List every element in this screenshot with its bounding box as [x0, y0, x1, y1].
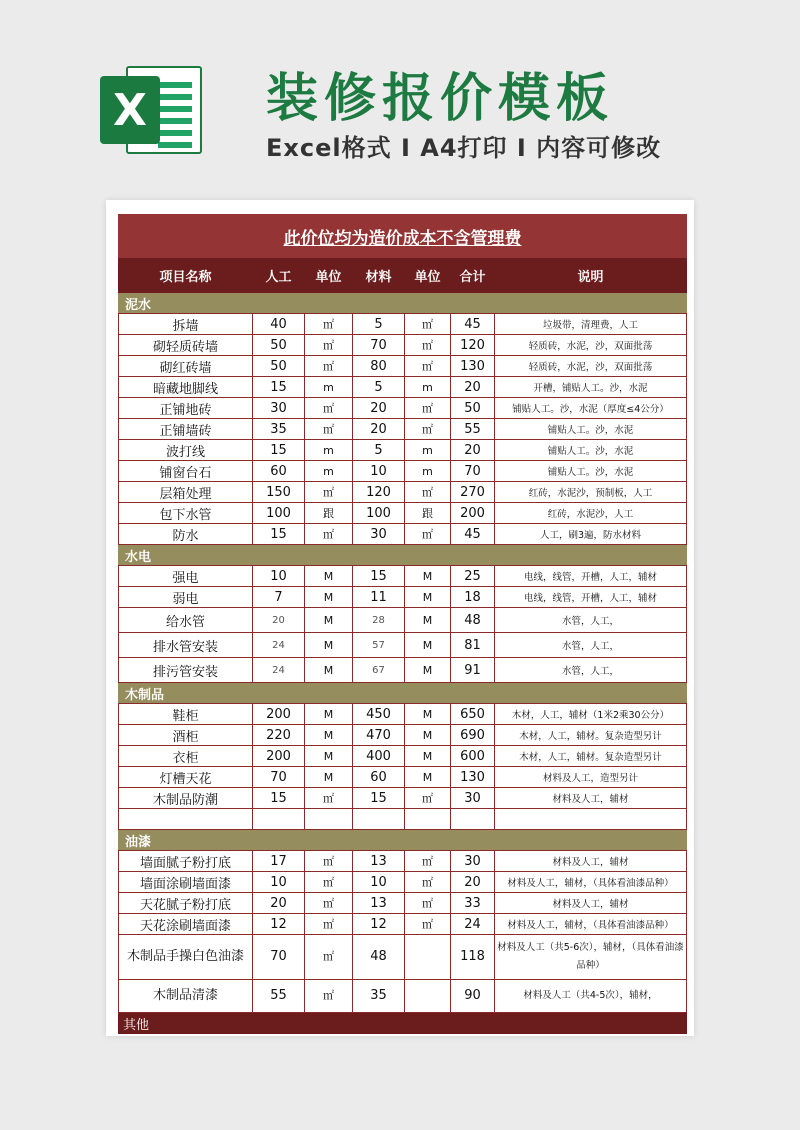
cell-total[interactable]: 30: [451, 851, 495, 872]
cell-name[interactable]: 给水管: [119, 608, 253, 633]
template-header: [0, 0, 800, 200]
table-row: [119, 524, 687, 545]
cell-labor[interactable]: 220: [253, 725, 305, 746]
cell-desc[interactable]: [495, 809, 687, 830]
cell-unit2[interactable]: M: [405, 767, 451, 788]
cell-labor[interactable]: 70: [253, 767, 305, 788]
cell-material[interactable]: 30: [353, 524, 405, 545]
cell-unit1[interactable]: m: [305, 377, 353, 398]
cell-total[interactable]: 20: [451, 440, 495, 461]
cell-material[interactable]: 12: [353, 914, 405, 935]
cell-total[interactable]: 130: [451, 767, 495, 788]
cell-name[interactable]: 砌红砖墙: [119, 356, 253, 377]
cell-name[interactable]: 天花腻子粉打底: [119, 893, 253, 914]
cell-unit1[interactable]: m: [305, 461, 353, 482]
cell-unit2[interactable]: 跟: [405, 503, 451, 524]
cell-desc[interactable]: 木材，人工，辅材（1米2乘30公分）: [495, 704, 687, 725]
table-row: [119, 566, 687, 587]
table-row: [119, 788, 687, 809]
column-headers: [119, 258, 687, 293]
cell-name[interactable]: 木制品手操白色油漆: [119, 935, 253, 980]
cell-unit1[interactable]: ㎡: [305, 935, 353, 980]
cell-total[interactable]: 90: [451, 980, 495, 1013]
cell-material[interactable]: 70: [353, 335, 405, 356]
cell-desc[interactable]: 开槽，铺贴人工。沙，水泥: [495, 377, 687, 398]
cell-desc[interactable]: 木材，人工，辅材。复杂造型另计: [495, 746, 687, 767]
cell-name[interactable]: 排污管安装: [119, 658, 253, 683]
cell-unit2[interactable]: ㎡: [405, 851, 451, 872]
cell-desc[interactable]: 电线，线管，开槽，人工，辅材: [495, 566, 687, 587]
cell-desc[interactable]: 材料及人工，辅材: [495, 893, 687, 914]
table-row: [119, 633, 687, 658]
cell-name[interactable]: 强电: [119, 566, 253, 587]
cell-material[interactable]: [353, 809, 405, 830]
cell-unit2[interactable]: m: [405, 377, 451, 398]
cell-total[interactable]: 18: [451, 587, 495, 608]
cell-total[interactable]: 48: [451, 608, 495, 633]
cell-unit2[interactable]: ㎡: [405, 314, 451, 335]
cell-unit1[interactable]: M: [305, 746, 353, 767]
cell-unit2[interactable]: ㎡: [405, 893, 451, 914]
cell-labor[interactable]: 10: [253, 872, 305, 893]
cell-total[interactable]: 81: [451, 633, 495, 658]
cell-material[interactable]: 28: [353, 608, 405, 633]
cell-desc[interactable]: 铺贴人工。沙，水泥: [495, 461, 687, 482]
cell-unit2[interactable]: ㎡: [405, 788, 451, 809]
col-header: 说明: [495, 258, 687, 293]
cell-unit2[interactable]: [405, 935, 451, 980]
cell-desc[interactable]: 铺贴人工。沙，水泥（厚度≤4公分）: [495, 398, 687, 419]
table-row: [119, 851, 687, 872]
cell-labor[interactable]: 17: [253, 851, 305, 872]
cell-total[interactable]: 690: [451, 725, 495, 746]
cell-name[interactable]: 正铺地砖: [119, 398, 253, 419]
cell-labor[interactable]: 20: [253, 893, 305, 914]
cell-desc[interactable]: 轻质砖，水泥，沙，双面批荡: [495, 335, 687, 356]
cell-name[interactable]: 波打线: [119, 440, 253, 461]
excel-logo-letter: X: [100, 76, 160, 144]
cell-unit1[interactable]: 跟: [305, 503, 353, 524]
cell-material[interactable]: 120: [353, 482, 405, 503]
cell-unit2[interactable]: M: [405, 633, 451, 658]
cell-material[interactable]: 60: [353, 767, 405, 788]
cell-unit2[interactable]: M: [405, 608, 451, 633]
cell-labor[interactable]: 200: [253, 704, 305, 725]
table-row: [119, 704, 687, 725]
cell-total[interactable]: [451, 809, 495, 830]
cell-unit1[interactable]: ㎡: [305, 872, 353, 893]
cell-name[interactable]: 暗藏地脚线: [119, 377, 253, 398]
cell-labor[interactable]: [253, 809, 305, 830]
cell-unit1[interactable]: M: [305, 704, 353, 725]
cell-name[interactable]: 木制品防潮: [119, 788, 253, 809]
table-row: [119, 335, 687, 356]
cell-labor[interactable]: 30: [253, 398, 305, 419]
cell-unit2[interactable]: M: [405, 725, 451, 746]
table-row: [119, 356, 687, 377]
cell-total[interactable]: 50: [451, 398, 495, 419]
cell-desc[interactable]: 水管，人工，: [495, 633, 687, 658]
cell-desc[interactable]: 水管，人工，: [495, 608, 687, 633]
cell-unit1[interactable]: M: [305, 633, 353, 658]
cell-total[interactable]: 120: [451, 335, 495, 356]
cell-labor[interactable]: 150: [253, 482, 305, 503]
cell-unit2[interactable]: M: [405, 704, 451, 725]
cell-total[interactable]: 118: [451, 935, 495, 980]
cell-name[interactable]: 排水管安装: [119, 633, 253, 658]
cell-total[interactable]: 650: [451, 704, 495, 725]
table-row: [119, 608, 687, 633]
cell-material[interactable]: 57: [353, 633, 405, 658]
cell-name[interactable]: 墙面涂刷墙面漆: [119, 872, 253, 893]
cell-name[interactable]: 正铺墙砖: [119, 419, 253, 440]
cell-labor[interactable]: 20: [253, 608, 305, 633]
section-header: 水电: [119, 545, 687, 566]
cell-name[interactable]: 包下水管: [119, 503, 253, 524]
col-header: 项目名称: [119, 258, 253, 293]
cell-labor[interactable]: 24: [253, 658, 305, 683]
cell-labor[interactable]: 70: [253, 935, 305, 980]
table-row: [119, 725, 687, 746]
cell-total[interactable]: 45: [451, 314, 495, 335]
cell-labor[interactable]: 60: [253, 461, 305, 482]
cell-material[interactable]: 20: [353, 419, 405, 440]
cell-total[interactable]: 20: [451, 872, 495, 893]
cell-material[interactable]: 5: [353, 314, 405, 335]
table-row: [119, 587, 687, 608]
cell-name[interactable]: 砌轻质砖墙: [119, 335, 253, 356]
cell-labor[interactable]: 15: [253, 524, 305, 545]
cell-desc[interactable]: 人工，刷3遍，防水材料: [495, 524, 687, 545]
cell-unit1[interactable]: M: [305, 658, 353, 683]
cell-material[interactable]: 80: [353, 356, 405, 377]
cell-unit2[interactable]: ㎡: [405, 872, 451, 893]
cell-material[interactable]: 13: [353, 893, 405, 914]
table-row: [119, 503, 687, 524]
cell-labor[interactable]: 12: [253, 914, 305, 935]
cell-labor[interactable]: 35: [253, 419, 305, 440]
cell-total[interactable]: 130: [451, 356, 495, 377]
table-row: [119, 440, 687, 461]
cell-unit1[interactable]: ㎡: [305, 356, 353, 377]
cell-unit1[interactable]: ㎡: [305, 314, 353, 335]
cell-desc[interactable]: 铺贴人工。沙，水泥: [495, 440, 687, 461]
cell-desc[interactable]: 红砖，水泥沙，人工: [495, 503, 687, 524]
cell-name[interactable]: 天花涂刷墙面漆: [119, 914, 253, 935]
cell-name[interactable]: 酒柜: [119, 725, 253, 746]
cell-material[interactable]: 15: [353, 788, 405, 809]
cell-labor[interactable]: 55: [253, 980, 305, 1013]
table-row: [119, 314, 687, 335]
cell-unit2[interactable]: M: [405, 587, 451, 608]
table-row: [119, 767, 687, 788]
cell-material[interactable]: 470: [353, 725, 405, 746]
page-subtitle: Excel格式 I A4打印 I 内容可修改: [266, 134, 662, 162]
cell-unit1[interactable]: ㎡: [305, 851, 353, 872]
cell-name[interactable]: 铺窗台石: [119, 461, 253, 482]
cell-total[interactable]: 91: [451, 658, 495, 683]
excel-logo-icon: [100, 62, 204, 158]
cell-unit2[interactable]: ㎡: [405, 398, 451, 419]
cell-unit1[interactable]: M: [305, 608, 353, 633]
cell-unit2[interactable]: [405, 980, 451, 1013]
cell-unit1[interactable]: ㎡: [305, 419, 353, 440]
table-row: [119, 482, 687, 503]
table-row: [119, 398, 687, 419]
cell-desc[interactable]: 水管，人工，: [495, 658, 687, 683]
cell-material[interactable]: 10: [353, 872, 405, 893]
table-row: [119, 914, 687, 935]
table-row: [119, 872, 687, 893]
cell-total[interactable]: 33: [451, 893, 495, 914]
cell-name[interactable]: 灯槽天花: [119, 767, 253, 788]
cell-desc[interactable]: 红砖，水泥沙，预制板，人工: [495, 482, 687, 503]
col-header: 人工: [253, 258, 305, 293]
cell-labor[interactable]: 15: [253, 377, 305, 398]
cell-unit1[interactable]: [305, 809, 353, 830]
cell-labor[interactable]: 15: [253, 788, 305, 809]
table-row: [119, 980, 687, 1013]
cell-unit2[interactable]: [405, 809, 451, 830]
cell-unit1[interactable]: M: [305, 767, 353, 788]
cell-labor[interactable]: 7: [253, 587, 305, 608]
cell-name[interactable]: [119, 809, 253, 830]
cell-unit2[interactable]: m: [405, 440, 451, 461]
cell-material[interactable]: 48: [353, 935, 405, 980]
cell-desc[interactable]: 材料及人工，造型另计: [495, 767, 687, 788]
cell-labor[interactable]: 100: [253, 503, 305, 524]
cell-material[interactable]: 5: [353, 440, 405, 461]
cell-desc[interactable]: 轻质砖，水泥，沙，双面批荡: [495, 356, 687, 377]
cell-name[interactable]: 墙面腻子粉打底: [119, 851, 253, 872]
table-row: [119, 419, 687, 440]
table-row: [119, 461, 687, 482]
cell-name[interactable]: 衣柜: [119, 746, 253, 767]
cell-labor[interactable]: 10: [253, 566, 305, 587]
section-header: 木制品: [119, 683, 687, 704]
table-row: [119, 809, 687, 830]
col-header: 单位: [305, 258, 353, 293]
cell-labor[interactable]: 50: [253, 335, 305, 356]
cell-name[interactable]: 防水: [119, 524, 253, 545]
cell-material[interactable]: 15: [353, 566, 405, 587]
cell-unit1[interactable]: ㎡: [305, 914, 353, 935]
cell-desc[interactable]: 材料及人工，辅材: [495, 851, 687, 872]
cell-total[interactable]: 270: [451, 482, 495, 503]
cell-unit1[interactable]: ㎡: [305, 335, 353, 356]
cell-unit2[interactable]: ㎡: [405, 335, 451, 356]
cell-material[interactable]: 20: [353, 398, 405, 419]
cell-unit2[interactable]: m: [405, 461, 451, 482]
cell-name[interactable]: 木制品清漆: [119, 980, 253, 1013]
cell-total[interactable]: 24: [451, 914, 495, 935]
cell-name[interactable]: 层箱处理: [119, 482, 253, 503]
cell-material[interactable]: 5: [353, 377, 405, 398]
cell-labor[interactable]: 50: [253, 356, 305, 377]
cell-total[interactable]: 30: [451, 788, 495, 809]
cell-material[interactable]: 13: [353, 851, 405, 872]
cell-unit2[interactable]: M: [405, 746, 451, 767]
col-header: 单位: [405, 258, 451, 293]
cell-desc[interactable]: 材料及人工，辅材: [495, 788, 687, 809]
col-header: 合计: [451, 258, 495, 293]
cell-name[interactable]: 拆墙: [119, 314, 253, 335]
cell-desc[interactable]: 木材，人工，辅材。复杂造型另计: [495, 725, 687, 746]
cell-desc[interactable]: 材料及人工（共5-6次），辅材，（具体看油漆品种）: [495, 935, 687, 980]
cell-material[interactable]: 11: [353, 587, 405, 608]
cell-unit2[interactable]: ㎡: [405, 482, 451, 503]
cell-unit1[interactable]: ㎡: [305, 788, 353, 809]
cell-total[interactable]: 20: [451, 377, 495, 398]
col-header: 材料: [353, 258, 405, 293]
cell-unit2[interactable]: ㎡: [405, 356, 451, 377]
cell-desc[interactable]: 材料及人工，辅材，（具体看油漆品种）: [495, 914, 687, 935]
cell-desc[interactable]: 铺贴人工。沙，水泥: [495, 419, 687, 440]
section-header: 油漆: [119, 830, 687, 851]
cell-total[interactable]: 55: [451, 419, 495, 440]
table-row: [119, 746, 687, 767]
table-row: [119, 935, 687, 980]
cell-material[interactable]: 67: [353, 658, 405, 683]
cell-total[interactable]: 45: [451, 524, 495, 545]
cell-material[interactable]: 10: [353, 461, 405, 482]
section-footer: 其他: [119, 1013, 687, 1034]
page-title: 装修报价模板: [266, 69, 615, 129]
cell-unit2[interactable]: ㎡: [405, 914, 451, 935]
cell-unit1[interactable]: ㎡: [305, 893, 353, 914]
cell-desc[interactable]: 材料及人工（共4-5次），辅材，: [495, 980, 687, 1013]
cell-labor[interactable]: 24: [253, 633, 305, 658]
cell-unit2[interactable]: M: [405, 566, 451, 587]
cell-unit1[interactable]: ㎡: [305, 398, 353, 419]
section-header: 泥水: [119, 293, 687, 314]
cell-unit2[interactable]: ㎡: [405, 524, 451, 545]
cell-material[interactable]: 400: [353, 746, 405, 767]
cell-labor[interactable]: 40: [253, 314, 305, 335]
table-row: [119, 377, 687, 398]
cell-total[interactable]: 70: [451, 461, 495, 482]
sheet-banner: 此价位均为造价成本不含管理费: [119, 215, 687, 258]
cell-material[interactable]: 35: [353, 980, 405, 1013]
cell-material[interactable]: 100: [353, 503, 405, 524]
cell-unit1[interactable]: M: [305, 587, 353, 608]
cell-unit1[interactable]: m: [305, 440, 353, 461]
quote-sheet: [106, 200, 694, 1036]
cell-desc[interactable]: 电线，线管，开槽，人工，辅材: [495, 587, 687, 608]
quote-table: [118, 214, 687, 1034]
cell-material[interactable]: 450: [353, 704, 405, 725]
cell-total[interactable]: 200: [451, 503, 495, 524]
cell-name[interactable]: 鞋柜: [119, 704, 253, 725]
cell-unit2[interactable]: M: [405, 658, 451, 683]
cell-unit2[interactable]: ㎡: [405, 419, 451, 440]
cell-total[interactable]: 25: [451, 566, 495, 587]
cell-unit1[interactable]: ㎡: [305, 482, 353, 503]
cell-unit1[interactable]: M: [305, 566, 353, 587]
cell-desc[interactable]: 材料及人工，辅材，（具体看油漆品种）: [495, 872, 687, 893]
cell-unit1[interactable]: M: [305, 725, 353, 746]
cell-desc[interactable]: 垃圾带，清理费，人工: [495, 314, 687, 335]
cell-labor[interactable]: 15: [253, 440, 305, 461]
cell-name[interactable]: 弱电: [119, 587, 253, 608]
cell-total[interactable]: 600: [451, 746, 495, 767]
cell-unit1[interactable]: ㎡: [305, 980, 353, 1013]
cell-unit1[interactable]: ㎡: [305, 524, 353, 545]
cell-labor[interactable]: 200: [253, 746, 305, 767]
table-row: [119, 658, 687, 683]
table-row: [119, 893, 687, 914]
